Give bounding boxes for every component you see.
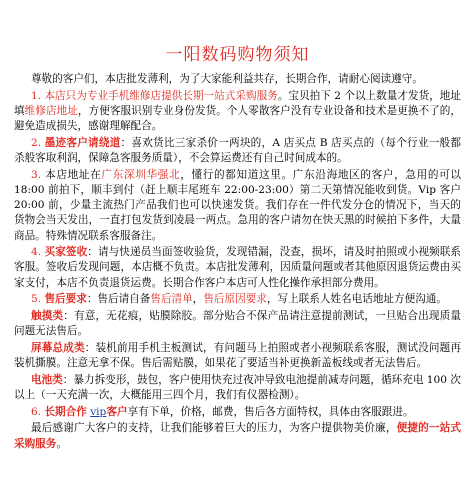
closing-highlight: 便捷的一站式采购服务 [14,422,462,450]
section-4-highlight: 买家签收 [44,246,88,259]
section-4-paragraph [14,245,461,291]
section-2-paragraph [14,136,461,166]
section-4-number: 4. [30,246,42,259]
section-1-highlight: 本店只为专业手机维修店提供长期一站式采购服务 [44,89,278,102]
section-1-address-highlight: 维修店地址 [24,104,78,117]
notice-body [14,72,461,452]
section-1-paragraph [14,89,461,135]
section-5-separator: ， [192,293,204,306]
section-5-reason-highlight: 售后原因要求 [203,293,267,306]
section-3-text-end: ，懂行的都知道这里。广东沿海地区的客户，急用的可以 18:00 前拍下，顺丰到付（赶上顺丰尾班车 22:00-23:00）第二天第情况能收到货。Vip 客户 20:00 前，少量主流热门产品我们也可以快速发货。我们存在一件代发分仓的情况下，当天的货物会当天发出，一直打包发货到凌晨一两点。急用的客户请勿在快天黑的时候拍下多件，大量商品。特殊情况联系客服备注。 [14,168,462,242]
section-3-paragraph [14,168,461,244]
section-5-highlight: 售后要求 [44,293,87,306]
screen-paragraph [14,341,461,371]
screen-text: ：装机前用手机主板测试，有问题马上拍照或者小视频联系客服，测试没问题再装机撕膜。注意无拿不保。售后需贴膜，如果花了要适当补更换新盖板线或者无法售后。 [14,341,462,370]
section-6-vip: vip [90,405,107,418]
section-3-location-highlight: 广东深圳华强北 [101,168,181,181]
page-title: 一阳数码购物须知 [165,45,310,65]
battery-text: ：暴力拆变形，鼓包，客户使用快充过夜冲导致电池提前减寿问题，循环充电 100 次以上（一天充满一次，大概能用三四个月，我们有仪器检测）。 [14,373,462,402]
battery-paragraph [14,373,461,403]
closing-end: 。 [56,437,67,450]
touch-text: ：有意，无花痕，贴膜除胶。部分贴合不保产品请注意提前测试，一旦贴合出现质量问题无法售后。 [14,310,461,338]
intro-paragraph [14,72,461,87]
section-5-list-highlight: 售后清单 [150,293,193,306]
touch-label: 触摸类 [30,310,64,323]
section-6-customer: 客户 [106,405,128,418]
section-4-text: ：请与快递员当面签收验货，发现错漏，没查，损坏，请及时拍照或小视频联系客服。签收后发现问题，本店概不负责。本店批发薄利，因质量问题或者其他原因退货运费由买家支付，本店不负责退货运费。长期合作客户本店可人性化操作承担部分费用。 [14,246,462,289]
section-1-number: 1. [30,89,42,102]
section-5-number: 5. [30,293,42,306]
section-6-number: 6. [30,405,42,418]
intro-text: 尊敬的客户们，本店批发薄利，为了大家能利益共存，长期合作，请耐心阅读遵守。 [30,73,423,85]
section-5-text: ：售后请自备 [86,293,151,306]
section-3-text: 本店地址在 [45,168,102,181]
screen-label: 屏幕总成类 [30,341,85,354]
battery-label: 电池类 [30,373,63,386]
section-2-text: ：喜欢货比三家杀价一两块的，A 店买点 B 店买点的（每个行业一般都杀般客取利润，保障急客服务质量），不会算运费还有自己时间成本的。 [14,136,461,165]
section-5-text-end: ，写上联系人姓名电话地址方便沟通。 [266,293,447,306]
closing-paragraph [14,421,461,451]
touch-paragraph [14,309,461,339]
section-1-text-end: ，方便客服识别专业身份发货。个人零散客户没有专业设备和技术是更换不了的，避免造成损失，感谢理解配合。 [14,104,462,133]
section-3-number: 3. [30,168,42,181]
section-2-number: 2. [30,136,42,149]
section-6-text: 享有下单，价格，邮费，售后各方面特权，具体由客服跟进。 [127,405,414,418]
section-1-text: 。宝贝拍下 2 个以上数量才发货，地址填 [14,89,462,117]
section-5-paragraph [14,292,461,307]
section-6-paragraph [14,405,461,420]
section-2-highlight: 墨迹客户请绕道 [44,136,121,149]
section-6-highlight: 长期合作 [44,405,87,418]
closing-text: 最后感谢广大客户的支持，让我们能够着巨大的压力，为客户提供物美价廉， [30,422,397,435]
